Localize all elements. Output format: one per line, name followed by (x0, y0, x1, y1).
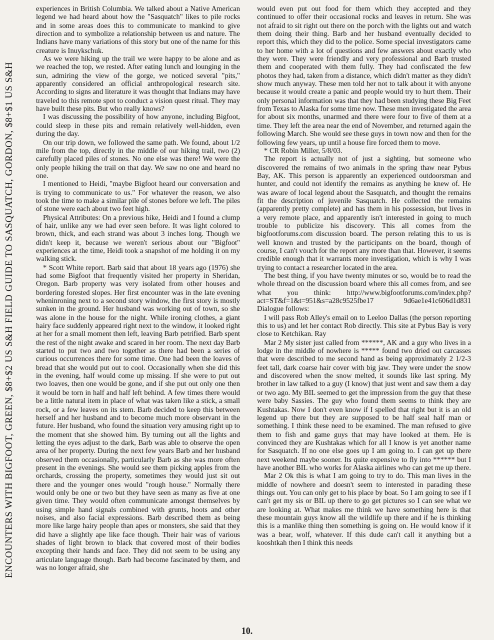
paragraph: * Scott White report. Barb said that about 18 years ago (1976) she had some Bigfoot that frequently visited her property in Sheridan, Oregon. Barb property was very isolated from other houses and bordering forested slopes. Her first encounter was in the late evening wheninroning next to a second story window, the first story is mostly sunken in the ground. Her husband was working out of town, so she was alone in the house for the night. While ironing clothes, a giant hairy face suddenly appeared right next to the window, it looked right at her for a small moment then left, leaving Barb petrified. Barb spent the rest of the night awake and scared in her room. The next day Barb started to put two and two together as there had been a series of curious occurrences there for some time. One had been the loaves of bread that she would put out to cool. Occasionally when she did this in the evening, half would come up missing. If she were to put out two loaves, then one would be gone, and if she put out only one then it would be torn in half and half left behind. A few times there would be a little natural item in place of what was taken like a stick, a small rock, or a few leaves on its stem. Barb decided to keep this between herself and her husband and to become much more observant in the future. Her husband, who found the situation very amusing right up to the moment that she showed him. By turning out all the lights and letting the eyes adjust to the dark, Barb was able to observe the open area of her property. During the next few years Barb and her husband observed them occasionally, particularly Barb as she was more often present in the evenings. She would see them picking apples from the orchards, crossing the property, sometimes they would just sit out there and the younger ones would "rough house." Normally there would only be one or two but they have seen as many as five at one given time. They would often communicate amongst themselves by using simple hand signals combined with grunts, hoots and other noises, and also facial expressions. Barb described them as being more like large hairy people than apes or monsters, she said that they did have a slightly ape like face though. Their hair was of various shades of light brown to black that covered most of their bodies excepting their hands and face. They did not seem to be using any articulate language though. Barb had become fascinated by them, and was no longer afraid, she (36, 263, 240, 573)
paragraph: I mentioned to Heidi, "maybe Bigfoot heard our conversation and is trying to communicate to us." For whatever the reason, we also took the time to make a similar pile of stones before we left. The piles of stone were each about two feet high. (36, 180, 240, 214)
paragraph: Mar 2 My sister just called from ******, AK and a guy who lives in a lodge in the middle of nowhere is ***** found two dried out carcasses that were described to me second hand as being approximately 2 1/2-3 feet tall, dark coarse hair cover with big jaw. They were under the snow and discovered when the snow melted, it sounds like last spring. My brother in law talked to a guy (I know) that just went and saw them a day or two ago. My BIL seemed to get the impression from the guy that these were baby Sassies. The guy who found them seems to think they are Kushtakas. Now I don't even know if I spelled that right but it is an old legend up there but they are supposed to be half seal half man or something. I think these need to be examined. The man refused to give them to fish and game guys that may have looked at them. He is convinced they are Kushtakas which for all I know is yet another name for Sasquatch. If no one else goes up I am going to. I can get up there next weekend maybe sooner. Its quite expensive to fly into ****** but I have another BIL who works for Alaska airlines who can get me up there. (257, 338, 471, 472)
paragraph: On our trip down, we followed the same path. We found, about 1/2 mile from the top, directly in the middle of our hiking trail, two (2) carefully placed piles of stones. No one else was there! We were the only people hiking the trail on that day. We saw no one and heard no one. (36, 138, 240, 180)
paragraph: The best thing, if you have twenty minutes or so, would be to read the whole thread on the discussion board where this all comes from, and see what you think: http://www.bigfootforums.com/index.php?act=ST&f=1&t=951&s=a28c9525fbe17 9d6ae1e41c606d1d831 Dialogue follows: (257, 272, 471, 314)
paragraph: * CR Robin Miller, 5/8/03. (264, 146, 343, 155)
paragraph: As we were hiking up the trail we were happy to be alone and as we reached the top, we rested. After eating lunch and lounging in the sun, admiring the view of the gorge, we noticed several "pits," apparently considered an official anthropological research site. According to signs and literature it was thought that Indians may have traveled to this remote spot to conduct a vision quest ritual. They may have built these pits. But who really knows? (36, 55, 240, 114)
paragraph: would even put out food for them which they accepted and they continued to offer their occasional rocks and leaves in return. She was not afraid to sit right out there on the porch with the lights out and watch them doing their thing. Barb and her husband eventually decided to report this, which they did to the police. Some special investigators came to her home with a lot of questions and few answers about exactly who they were. They were friendly and very professional and Barb trusted them and cooperated with them fully. They had confiscated the few photos they had, taken from a distance, which didn't matter as they didn't show much anyway. These men told her not to talk about it with anyone because it would create a panic and people would try to hurt them. Their only personal information was that they had been studying these Big Feet from Texas to Alaska for some time now. These men investigated the area for about six months, unarmed and there were four to five of them at a time. They left the area near the end of November, and returned again the following March. She would see these guys in town now and then for the following few years, up until a house fire forced them to move. (257, 5, 471, 147)
side-advertisement: ENCOUNTERS WITH BIGFOOT, GREEN, $8+$2 US S&H FIELD GUIDE TO SASQUATCH, GORDON, $8+$1 US S&H (4, 61, 15, 579)
paragraph: The report is actually not of just a sighting, but someone who discovered the remains of two animals in the spring thaw near Pybus Bay, AK. This person is apparently an experienced outdoorsman and hunter, and could not identify the remains as anything he knew of. He was aware of local legend about the Sasquatch, and thought the remains fit the description of juvenile Sasquatch. He collected the remains (apparently pretty complete) and has them in his possession, but lives in a very remote place, and apparently isn't interested in going to much trouble to publicize his discovery. This all comes from the bigfootforums.com discussion board. The person relating this to us is well known and trusted by the participants on the board, though of course, I can't vouch for the report any more than that. However, it seems credible enough that it warrants more investigation, which is why I was trying to contact a researcher located in the area. (257, 155, 471, 272)
right-text-column (257, 5, 471, 617)
paragraph: I will pass Rob Alley's email on to Leeloo Dallas (the person reporting this to us) and let her contact Rob directly. This site at Pybus Bay is very close to Ketchikan. Ray (257, 313, 471, 339)
left-text-column (36, 5, 240, 633)
paragraph: Mar 2 Ok this is what I am going to try to do. This man lives in the middle of nowhere and doesn't seem to interested in parading these things out. You can only get to his place by boat. So I am going to see if I can't get my sis or BIL up there to go get pictures so I can see what we are looking at. What makes me think we have something here is that these mountain guys know all the wildlife up there and if he is thinking this is a manlike thing then something is going on. He would know if it was a bear, wolf, whatever. If this dude can't call it anything but a kooshtkah then I think this needs (257, 472, 471, 547)
paragraph: Physical Attributes: On a previous hike, Heidi and I found a clump of hair, unlike any we had ever seen before. It was light colored to brown, thick, and each strand was about 3 inches long. Though we didn't keep it, because we weren't serious about our "Bigfoot" experiences at the time, Heidi took a snapshot of me holding it on my walking stick. (36, 213, 240, 264)
page-number: 10. (241, 626, 253, 636)
paragraph: I was discussing the possibility of how anyone, including Bigfoot, could sleep in these pits and remain relatively well-hidden, even during the day. (36, 113, 240, 139)
paragraph: experiences in British Columbia. We talked about a Native American legend we had heard about how the "Sasquatch" likes to pile rocks and in some areas does this to communicate to mankind to give direction and to symbolize a relationship between us and nature. The Indians have many variations of this story but one of the name for this creature is Inuykschuk. (36, 5, 240, 55)
